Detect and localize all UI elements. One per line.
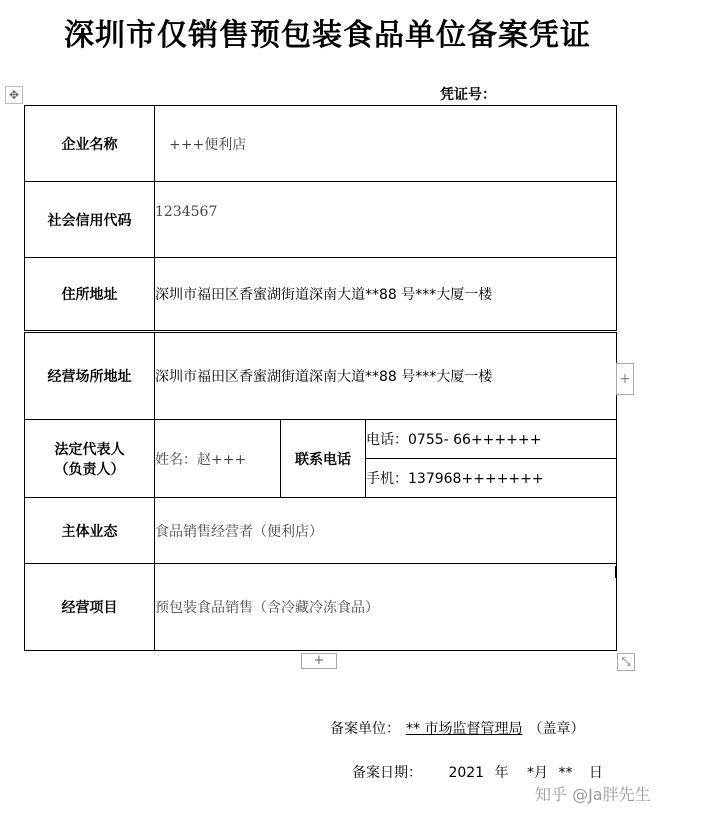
address-label: 住所地址 — [25, 258, 155, 332]
legal-representative-label — [25, 420, 155, 498]
company-name-label: 企业名称 — [25, 106, 155, 182]
filing-month: *月 — [527, 765, 548, 781]
legal-representative-label-line2: （负责人） — [54, 461, 125, 478]
filing-date-label: 备案日期： — [352, 765, 422, 781]
company-name-text: +++便利店 — [169, 136, 247, 153]
table-resize-handle-icon[interactable]: ⤡ — [617, 653, 635, 671]
filing-day: ** — [558, 765, 573, 781]
filing-day-char: 日 — [588, 765, 603, 781]
phone-value[interactable]: 电话：0755- 66++++++ — [366, 420, 617, 459]
address-value[interactable]: 深圳市福田区香蜜湖街道深南大道**88 号***大厦一楼 — [155, 258, 617, 332]
business-items-label: 经营项目 — [25, 564, 155, 651]
add-row-button[interactable]: + — [301, 653, 337, 669]
filing-year-char: 年 — [494, 765, 509, 781]
filing-date — [352, 762, 603, 782]
business-items-value[interactable]: 预包装食品销售（含冷藏冷冻食品） — [155, 564, 617, 651]
seal-note: （盖章） — [528, 721, 585, 737]
company-name-value[interactable] — [155, 106, 617, 182]
watermark: 知乎 @Ja胖先生 — [535, 785, 651, 804]
mobile-value[interactable]: 手机：137968+++++++ — [366, 459, 617, 498]
certificate-number-label: 凭证号： — [440, 87, 496, 103]
filing-unit-value: ** 市场监督管理局 — [406, 721, 523, 737]
business-address-label: 经营场所地址 — [25, 332, 155, 420]
legal-representative-value[interactable]: 姓名：赵+++ — [155, 420, 281, 498]
filing-table — [24, 105, 617, 651]
business-form-value[interactable]: 食品销售经营者（便利店） — [155, 498, 617, 564]
contact-phone-label: 联系电话 — [281, 420, 366, 498]
filing-unit-label: 备案单位： — [330, 721, 400, 737]
credit-code-label: 社会信用代码 — [25, 182, 155, 258]
page-title: 深圳市仅销售预包装食品单位备案凭证 — [64, 18, 591, 53]
filing-year: 2021 — [448, 765, 485, 781]
legal-representative-label-line1: 法定代表人 — [54, 441, 125, 458]
add-column-button[interactable]: + — [616, 363, 634, 395]
credit-code-value[interactable] — [155, 182, 617, 258]
text-cursor — [615, 566, 617, 578]
table-move-handle-icon[interactable]: ✥ — [5, 86, 23, 104]
business-form-label: 主体业态 — [25, 498, 155, 564]
filing-unit — [330, 718, 584, 738]
credit-code-text: 1234567 — [155, 204, 218, 220]
business-address-value[interactable]: 深圳市福田区香蜜湖街道深南大道**88 号***大厦一楼 — [155, 332, 617, 420]
